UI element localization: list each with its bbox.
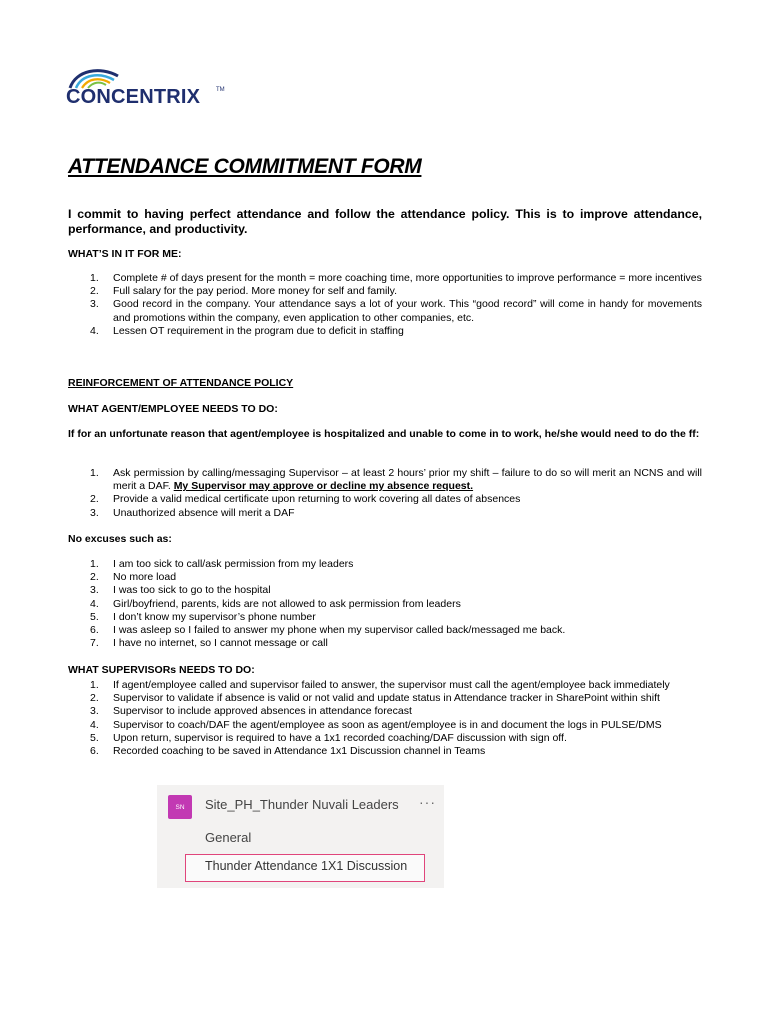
- whats-in-it-heading: WHAT’S IN IT FOR ME:: [68, 248, 182, 260]
- reinforcement-heading: REINFORCEMENT OF ATTENDANCE POLICY: [68, 377, 294, 389]
- agent-needs-list: [68, 467, 702, 520]
- channel-attendance-discussion: Thunder Attendance 1X1 Discussion: [205, 859, 408, 873]
- list-item: 5. Upon return, supervisor is required to have a 1x1 recorded coaching/DAF discussion with sign off.: [90, 731, 567, 744]
- supervisors-heading: WHAT SUPERVISORs NEEDS TO DO:: [68, 664, 255, 676]
- list-item: 1. If agent/employee called and supervisor failed to answer, the supervisor must call the agent/employee back immediately: [90, 679, 670, 691]
- list-item: 4. Lessen OT requirement in the program due to deficit in staffing: [90, 324, 404, 337]
- supervisor-approval-note: My Supervisor may approve or decline my absence request.: [173, 480, 474, 493]
- list-item: 1. Ask permission by calling/messaging Supervisor – at least 2 hours’ prior my shift – failure to do so will merit an NCNS and will merit a DAF. My Supervisor may approve or decline my absence request.: [90, 467, 702, 493]
- list-item: 2. Provide a valid medical certificate upon returning to work covering all dates of absences: [90, 493, 521, 506]
- list-item: 6. Recorded coaching to be saved in Attendance 1x1 Discussion channel in Teams: [90, 745, 486, 758]
- list-item: 4. Girl/boyfriend, parents, kids are not allowed to ask permission from leaders: [90, 597, 461, 610]
- list-item: 1. Complete # of days present for the month = more coaching time, more opportunities to improve performance = more incentives: [90, 272, 702, 284]
- list-item: 2. Full salary for the pay period. More money for self and family.: [90, 285, 398, 298]
- team-avatar: SN: [168, 795, 192, 819]
- list-item: 3. Good record in the company. Your attendance says a lot of your work. This “good record” will come in handy for movements and promotions within the company, even application to other companies, etc.: [90, 298, 702, 324]
- logo-trademark: TM: [216, 87, 225, 93]
- list-item: 7. I have no internet, so I cannot message or call: [90, 637, 328, 650]
- channel-general: General: [205, 830, 252, 845]
- logo-brand-name: CONCENTRIX: [66, 86, 201, 108]
- list-item: 4. Supervisor to coach/DAF the agent/employee as soon as agent/employee is in and document the logs in PULSE/DMS: [90, 718, 662, 731]
- teams-channel-screenshot: [157, 785, 444, 888]
- no-excuses-list: [68, 558, 702, 650]
- list-item: 5. I don’t know my supervisor’s phone number: [90, 610, 316, 623]
- list-item: 2. No more load: [90, 571, 177, 584]
- supervisors-list: [68, 679, 702, 758]
- concentrix-logo: [66, 66, 236, 110]
- more-options-icon: ···: [419, 794, 436, 810]
- list-item: 3. Unauthorized absence will merit a DAF: [90, 506, 295, 519]
- list-item: 6. I was asleep so I failed to answer my phone when my supervisor called back/messaged me back.: [90, 624, 566, 637]
- team-name: Site_PH_Thunder Nuvali Leaders: [205, 797, 399, 812]
- agent-intro: If for an unfortunate reason that agent/employee is hospitalized and unable to come in to work, he/she would need to do the ff:: [68, 428, 700, 440]
- commitment-statement: I commit to having perfect attendance and follow the attendance policy. This is to improve attendance, performance, and productivity.: [68, 207, 702, 236]
- list-item: 3. I was too sick to go to the hospital: [90, 584, 271, 597]
- list-item: 2. Supervisor to validate if absence is valid or not valid and update status in Attendance tracker in SharePoint within shift: [90, 692, 660, 705]
- list-item: 1. I am too sick to call/ask permission from my leaders: [90, 558, 354, 570]
- no-excuses-heading: No excuses such as:: [68, 533, 172, 545]
- form-title: ATTENDANCE COMMITMENT FORM: [68, 155, 422, 178]
- list-item: 3. Supervisor to include approved absences in attendance forecast: [90, 705, 412, 718]
- agent-needs-heading: WHAT AGENT/EMPLOYEE NEEDS TO DO:: [68, 403, 278, 415]
- whats-in-it-list: [68, 272, 702, 338]
